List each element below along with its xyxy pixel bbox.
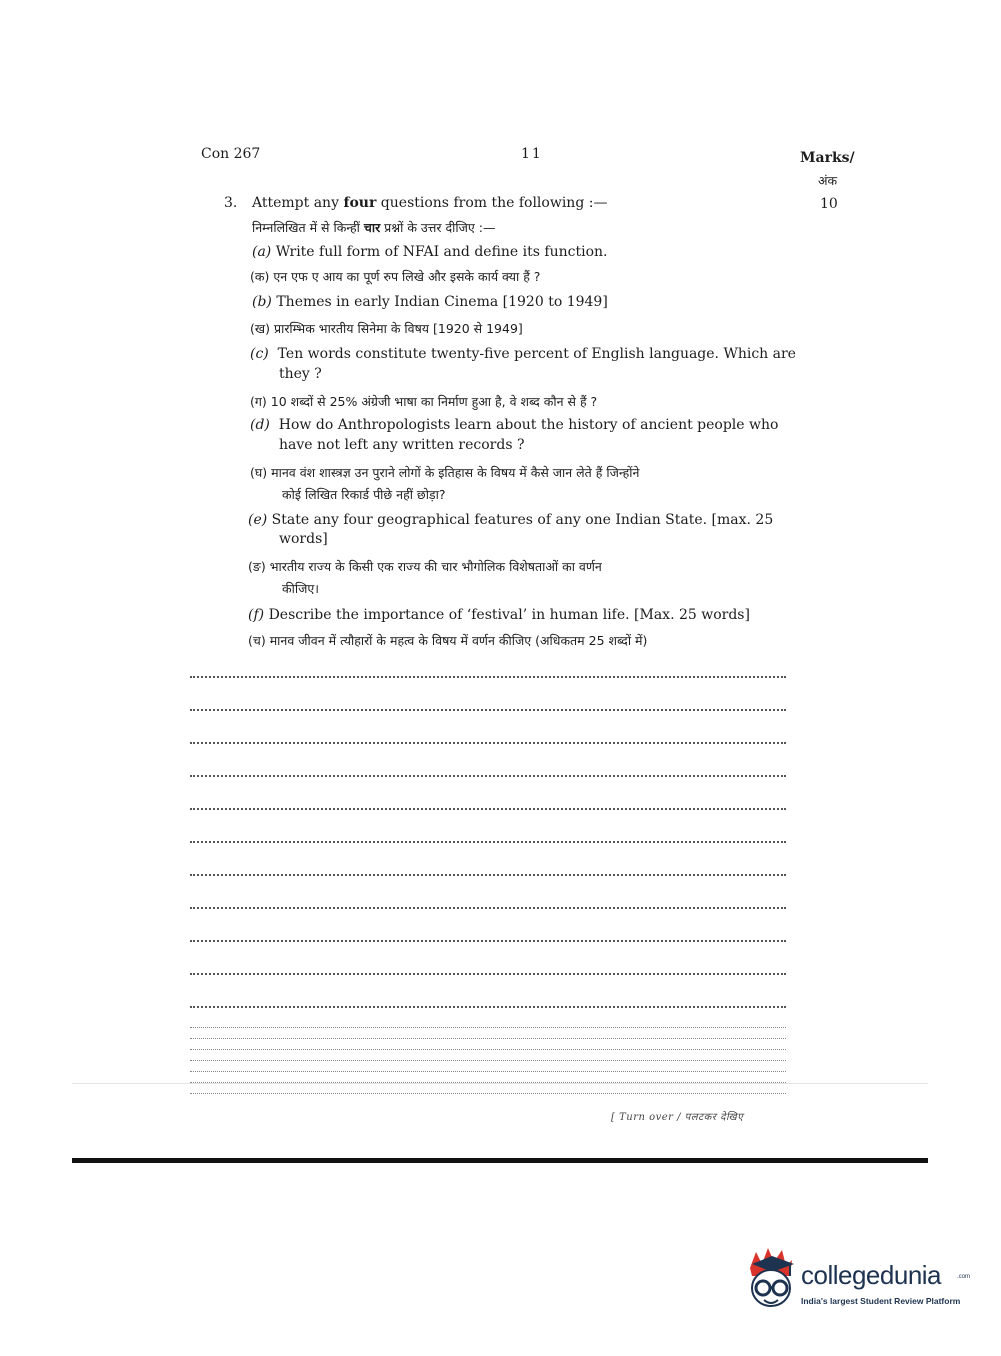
answer-line	[190, 1049, 786, 1050]
scan-divider	[72, 1083, 928, 1084]
answer-line	[190, 1006, 786, 1008]
page-bottom-rule	[72, 1158, 928, 1163]
collegedunia-logo	[742, 1246, 972, 1318]
question-item-f: (f) Describe the importance of ‘festival’ in human life. [Max. 25 words]	[248, 607, 750, 623]
question-item-kha: (ख) प्रारम्भिक भारतीय सिनेमा के विषय [1920 से 1949]	[250, 321, 523, 336]
answer-line	[190, 973, 786, 975]
question-item-cha: (च) मानव जीवन में त्यौहारों के महत्व के विषय में वर्णन कीजिए (अधिकतम 25 शब्दों में)	[248, 633, 648, 648]
answer-line	[190, 1060, 786, 1061]
question-item-d-cont: have not left any written records ?	[279, 437, 525, 453]
answer-line	[190, 1027, 786, 1028]
answer-line	[190, 874, 786, 876]
question-item-c: (c) Ten words constitute twenty-five percent of English language. Which are	[250, 346, 796, 362]
answer-line	[190, 742, 786, 744]
instruction-english: Attempt any four questions from the following :—	[252, 195, 608, 211]
answer-line	[190, 940, 786, 942]
answer-line	[190, 907, 786, 909]
question-item-ga: (ग) 10 शब्दों से 25% अंग्रेजी भाषा का निर्माण हुआ है, वे शब्द कौन से हैं ?	[250, 394, 598, 409]
answer-line	[190, 1093, 786, 1094]
question-item-e: (e) State any four geographical features of any one Indian State. [max. 25	[248, 512, 774, 528]
question-item-a: (a) Write full form of NFAI and define its function.	[252, 244, 608, 260]
question-item-gha-cont: कोई लिखित रिकार्ड पीछे नहीं छोड़ा?	[282, 487, 446, 502]
answer-line	[190, 1038, 786, 1039]
question-item-nga: (ङ) भारतीय राज्य के किसी एक राज्य की चार भौगोलिक विशेषताओं का वर्णन	[248, 559, 602, 574]
logo-wordmark: collegedunia	[801, 1260, 942, 1290]
paper-code: Con 267	[201, 146, 261, 162]
question-item-e-cont: words]	[279, 531, 328, 547]
question-item-c-cont: they ?	[279, 366, 322, 382]
question-item-d: (d) How do Anthropologists learn about the history of ancient people who	[250, 417, 779, 433]
marks-value: 10	[820, 196, 838, 212]
answer-line	[190, 1071, 786, 1072]
question-item-nga-cont: कीजिए।	[282, 581, 320, 596]
question-item-b: (b) Themes in early Indian Cinema [1920 to 1949]	[252, 294, 608, 310]
instruction-hindi: निम्नलिखित में से किन्हीं चार प्रश्नों के उत्तर दीजिए :—	[252, 220, 496, 235]
marks-label-hindi: अंक	[818, 173, 838, 188]
logo-dotcom: .com	[957, 1274, 971, 1280]
turn-over-note: [ Turn over / पलटकर देखिए	[611, 1112, 744, 1123]
answer-line	[190, 775, 786, 777]
question-item-ka: (क) एन एफ ए आय का पूर्ण रुप लिखे और इसके कार्य क्या हैं ?	[250, 269, 541, 284]
mascot-icon	[742, 1246, 800, 1318]
marks-label: Marks/	[800, 150, 855, 166]
logo-tagline: India's largest Student Review Platform	[801, 1296, 961, 1306]
page-number: 11	[521, 146, 543, 162]
answer-line	[190, 808, 786, 810]
answer-line	[190, 709, 786, 711]
question-number: 3.	[224, 195, 238, 211]
question-item-gha: (घ) मानव वंश शास्त्रज्ञ उन पुराने लोगों के इतिहास के विषय में कैसे जान लेते हैं जिन्होंने	[250, 465, 640, 480]
answer-line	[190, 676, 786, 678]
answer-line	[190, 841, 786, 843]
